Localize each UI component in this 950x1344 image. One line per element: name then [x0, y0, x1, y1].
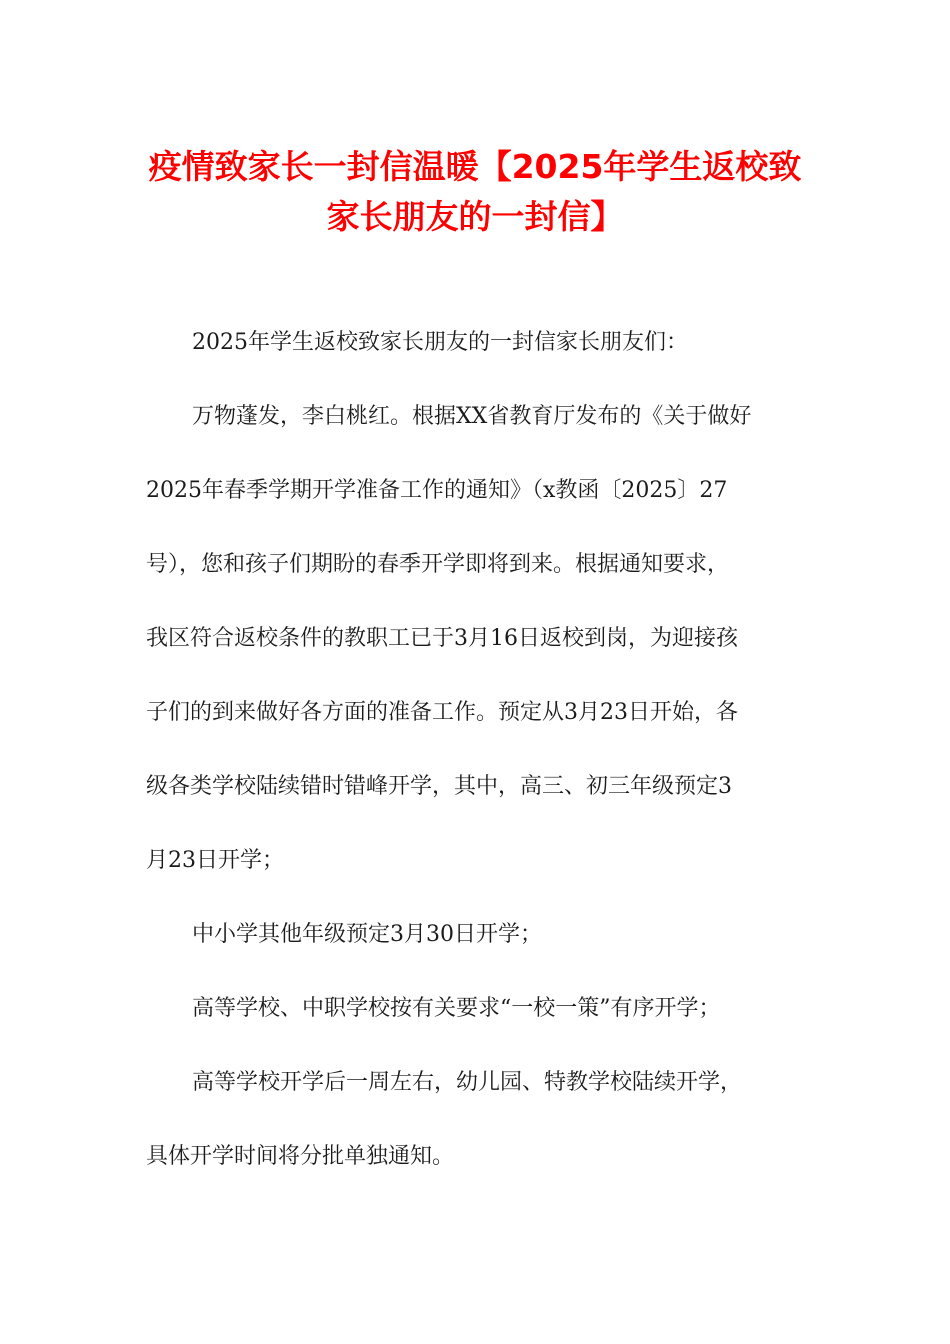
- title-line-1: 疫情致家长一封信温暖【2025年学生返校致: [148, 147, 802, 186]
- paragraph-kindergarten-line-2: 具体开学时间将分批单独通知。: [146, 1144, 455, 1169]
- paragraph-kindergarten-line-1: 高等学校开学后一周左右，幼儿园、特教学校陆续开学，: [192, 1070, 743, 1095]
- document-title: [120, 142, 830, 242]
- paragraph-notice-line-1: 万物蓬发，李白桃红。根据XX省教育厅发布的《关于做好: [192, 404, 752, 429]
- paragraph-greeting: 2025年学生返校致家长朋友的一封信家长朋友们：: [192, 330, 688, 355]
- paragraph-notice-line-3: 号），您和孩子们期盼的春季开学即将到来。根据通知要求，: [146, 552, 730, 577]
- title-line-2: 家长朋友的一封信】: [326, 197, 624, 236]
- paragraph-notice-line-4: 我区符合返校条件的教职工已于3月16日返校到岗，为迎接孩: [146, 626, 738, 651]
- paragraph-higher-education: 高等学校、中职学校按有关要求“一校一策”有序开学；: [192, 996, 721, 1021]
- paragraph-primary-schools: 中小学其他年级预定3月30日开学；: [192, 922, 542, 947]
- paragraph-notice-line-7: 月23日开学；: [146, 848, 284, 873]
- paragraph-notice-line-2: 2025年春季学期开学准备工作的通知》（x教函〔2025〕27: [146, 478, 728, 503]
- paragraph-notice-line-5: 子们的到来做好各方面的准备工作。预定从3月23日开始，各: [146, 700, 738, 725]
- paragraph-notice-line-6: 级各类学校陆续错时错峰开学，其中，高三、初三年级预定3: [146, 774, 732, 799]
